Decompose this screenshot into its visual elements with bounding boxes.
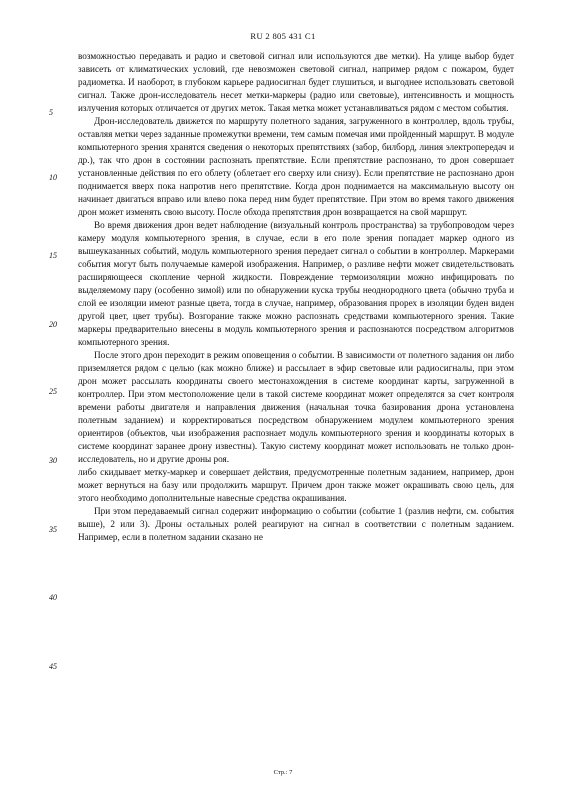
paragraph: При этом передаваемый сигнал содержит информацию о событии (событие 1 (разлив нефти, см. события выше), 2 или 3). Дроны остальных ролей реагируют на сигнал в соответствии с полетным заданием. Например, если в полетном задании сказано не [78,506,514,542]
line-number: 25 [49,387,57,396]
line-number: 45 [49,662,57,671]
line-number: 30 [49,456,57,465]
paragraph: возможностью передавать и радио и световой сигнал или используются две метки). На улице выбор будет зависеть от климатических условий, где невозможен световой сигнал, например рядом с пожаром, будет радиометка. И наоборот, в глубоком карьере радиосигнал будет глушиться, и выгоднее использовать световой сигнал. Также дрон-исследователь несет метки-маркеры (радио или световые), интенсивность и мощность излучения которых отличается от других меток. Такая метка может устанавливаться рядом с местом события. [78,51,514,113]
line-number: 40 [49,593,57,602]
paragraph: После этого дрон переходит в режим оповещения о событии. В зависимости от полетного задания он либо приземляется рядом с целью (как можно ближе) и рассылает в эфир световые или радиосигналы, при этом дрон может рассылать координаты своего местонахождения в системе координат карты, загруженной в контроллер. При этом местоположение цели в такой системе координат может определятся за счет контроля времени работы двигателя и направления движения (начальная точка базирования дрона установлена полетным заданием) и корректироваться посредством обнаружением модулем компьютерного зрения ориентиров (объектов, чьи изображения распознает модуль компьютерного зрения и координаты которых в системе координат заранее дрону известны). Такую систему координат может использовать не только дрон-исследователь, но и другие дроны роя. [78,350,514,464]
line-number: 5 [49,108,53,117]
paragraph: либо скидывает метку-маркер и совершает действия, предусмотренные полетным заданием, например, дрон может вернуться на базу или продолжить маршрут. Причем дрон также может окрашивать свою цель, для этого необходимо дополнительные навесные средства окрашивания. [78,467,514,503]
patent-number-header: RU 2 805 431 C1 [250,31,316,41]
line-number: 35 [49,525,57,534]
line-number: 10 [49,173,57,182]
document-body [78,50,514,544]
line-number: 15 [49,251,57,260]
paragraph: Дрон-исследователь движется по маршруту полетного задания, загруженного в контроллер, вдоль трубы, оставляя метки через заданные промежутки времени, тем самым помечая ими пройденный маршрут. В модуле компьютерного зрения хранятся сведения о некоторых препятствиях (забор, билборд, линия электропередач и др.), так что дрон в состоянии распознать препятствие. Если препятствие распознано, то дрон совершает установленные действия по его облету (облетает его сверху или снизу). Если препятствие не распознано дрон поднимается вверх пока напротив него препятствие. Когда дрон поднимается на максимальную высоту он начинает двигаться вправо или влево пока перед ним будет препятствие. При этом во время такого движения дрон может изменять свою высоту. После обхода препятствия дрон возвращается на свой маршрут. [78,116,514,217]
line-number: 20 [49,320,57,329]
page-number-footer: Стр.: 7 [273,769,293,776]
paragraph: Во время движения дрон ведет наблюдение (визуальный контроль пространства) за трубопроводом через камеру модуля компьютерного зрения, в случае, если в его поле зрения попадает маркер одного из вышеуказанных событий, модуль компьютерного зрения передает сигнал о событии в контроллер. Маркерами события могут быть получаемые камерой изображения. Например, о разливе нефти может свидетельствовать расширяющееся скопление черной жидкости. Повреждение термоизоляции можно инфицировать по выделяемому пару (особенно зимой) или по обнаружении куска трубы неоднородного цвета (обычно труба и слой ее изоляции имеют разные цвета, тогда в случае, например, образования прорех в изоляции буден виден другой цвет, цвет трубы). Возгорание также можно распознать средствами компьютерного зрения. Такие маркеры предварительно внесены в модуль компьютерного зрения и распознаются посредством алгоритмов компьютерного зрения. [78,220,514,347]
